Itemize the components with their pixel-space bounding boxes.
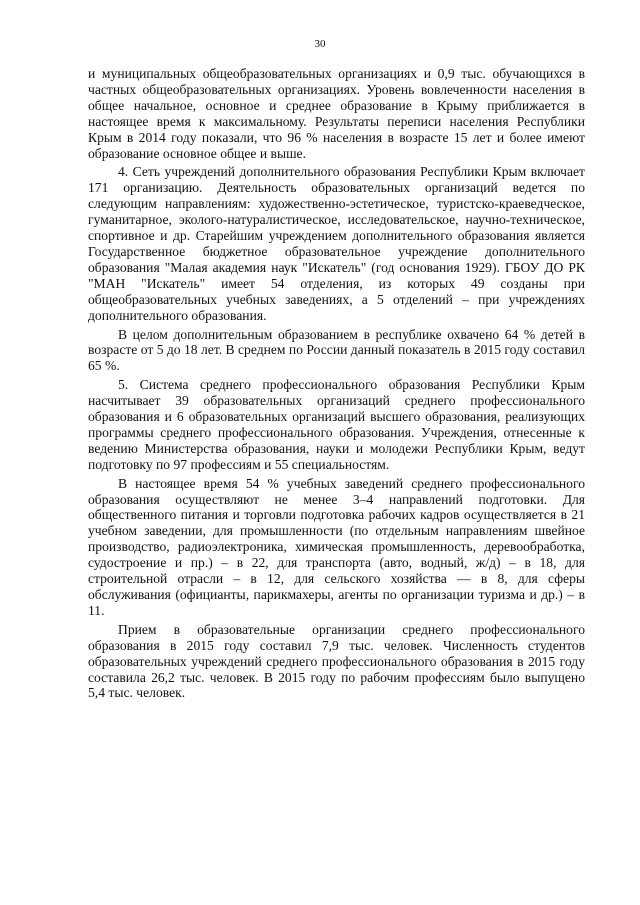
paragraph-6: Прием в образовательные организации среднего профессионального образования в 2015 году составил 7,9 тыс. человек. Численность студентов образовательных учреждений среднего профессионального образования в 2015 году составила 26,2 тыс. человек. В 2015 году по рабочим профессиям было выпущено 5,4 тыс. человек.	[88, 621, 585, 701]
page-number: 30	[314, 38, 326, 50]
document-body	[88, 66, 585, 704]
paragraph-3: В целом дополнительным образованием в республике охвачено 64 % детей в возрасте от 5 до 18 лет. В среднем по России данный показатель в 2015 году составил 65 %.	[88, 326, 585, 374]
paragraph-2: 4. Сеть учреждений дополнительного образования Республики Крым включает 171 организацию. Деятельность образовательных организаций ведется по следующим направлениям: художественно-эстетическое, туристско-краеведческое, гуманитарное, эколого-натуралистическое, исследовательское, научно-техническое, спортивное и др. Старейшим учреждением дополнительного образования является Государственное бюджетное образовательное учреждение дополнительного образования "Малая академия наук "Искатель" (год основания 1929). ГБОУ ДО РК "МАН "Искатель" имеет 54 отделения, из которых 49 созданы при общеобразовательных учебных заведениях, а 5 отделений – при учреждениях дополнительного образования.	[88, 164, 585, 323]
paragraph-1: и муниципальных общеобразовательных организациях и 0,9 тыс. обучающихся в частных общеобразовательных организациях. Уровень вовлеченности населения в общее начальное, основное и среднее образование в Крыму приближается в настоящее время к максимальному. Результаты переписи населения Республики Крым в 2014 году показали, что 96 % населения в возрасте 15 лет и более имеют образование основное общее и выше.	[88, 66, 585, 161]
paragraph-4: 5. Система среднего профессионального образования Республики Крым насчитывает 39 образовательных организаций среднего профессионального образования и 6 образовательных организаций высшего образования, реализующих программы среднего профессионального образования. Учреждения, отнесенные к ведению Министерства образования, науки и молодежи Республики Крым, ведут подготовку по 97 профессиям и 55 специальностям.	[88, 377, 585, 472]
paragraph-5: В настоящее время 54 % учебных заведений среднего профессионального образования осуществляют не менее 3–4 направлений подготовки. Для общественного питания и торговли подготовка рабочих кадров осуществляется в 21 учебном заведении, для промышленности (по отдельным направлениям швейное производство, радиоэлектроника, химическая промышленность, деревообработка, судостроение и пр.) – в 22, для транспорта (авто, водный, ж/д) – в 18, для строительной отрасли – в 12, для сельского хозяйства — в 8, для сферы обслуживания (официанты, парикмахеры, агенты по организации туризма и др.) – в 11.	[88, 475, 585, 618]
